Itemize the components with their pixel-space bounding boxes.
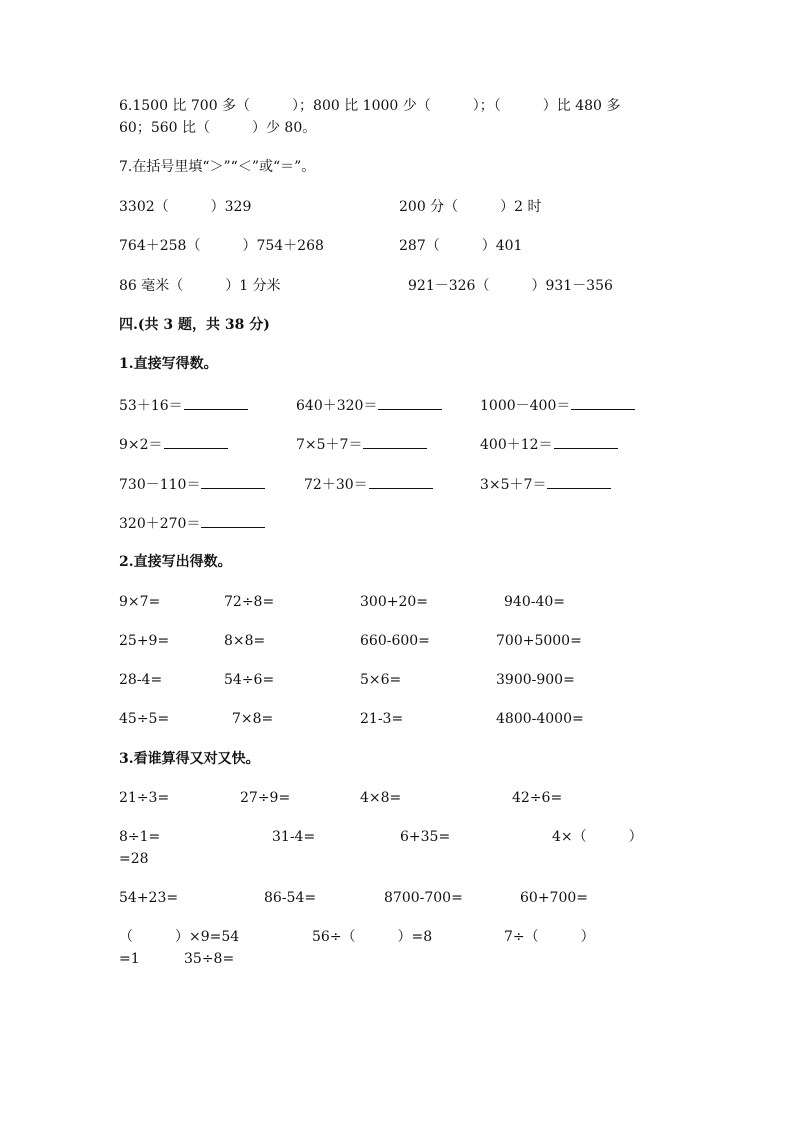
q2-item: 700+5000= [496, 633, 582, 649]
q7-title: 7.在括号里填“＞”“＜”或“＝”。 [119, 159, 316, 175]
q1-item: 320＋270＝ [119, 514, 265, 533]
q3-item: =28 [119, 851, 149, 867]
q7-item: 200 分（ ）2 时 [399, 199, 542, 215]
q2-item: 25+9= [119, 633, 170, 649]
q3-item: 21÷3= [119, 790, 170, 806]
q7-item: 764＋258（ ）754＋268 [119, 238, 324, 254]
q3-item: 86-54= [264, 890, 317, 906]
q3-item: 8÷1= [119, 829, 161, 845]
q3-item: 35÷8= [184, 951, 235, 967]
q3-item: 31-4= [272, 829, 316, 845]
q2-item: 8×8= [224, 633, 266, 649]
q7-item: 287（ ）401 [399, 238, 523, 254]
q2-item: 4800-4000= [496, 711, 584, 727]
q2-item: 9×7= [119, 594, 161, 610]
q1-item: 730－110＝ [119, 475, 265, 494]
q1-item: 1000－400＝ [480, 396, 635, 415]
q2-item: 300+20= [360, 594, 428, 610]
answer-blank[interactable] [184, 396, 248, 410]
q3-title: 3.看谁算得又对又快。 [119, 751, 260, 767]
section-heading: 四.(共 3 题，共 38 分) [119, 317, 270, 333]
answer-blank[interactable] [369, 475, 433, 489]
q3-item: 4×8= [360, 790, 402, 806]
q1-item: 400＋12＝ [480, 435, 618, 454]
q7-item: 86 毫米（ ）1 分米 [119, 278, 281, 294]
q2-item: 45÷5= [119, 711, 170, 727]
q3-item: 8700-700= [384, 890, 463, 906]
q3-item: （ ）×9=54 [119, 929, 240, 945]
q2-item: 940-40= [504, 594, 565, 610]
q7-item: 3302（ ）329 [119, 199, 252, 215]
answer-blank[interactable] [201, 514, 265, 528]
q3-item: 60+700= [520, 890, 588, 906]
q3-item: 7÷（ ） [504, 929, 595, 945]
q1-item: 640＋320＝ [296, 396, 442, 415]
q2-item: 5×6= [360, 672, 402, 688]
answer-blank[interactable] [554, 435, 618, 449]
q7-item: 921－326（ ）931－356 [408, 278, 613, 294]
q2-item: 7×8= [232, 711, 274, 727]
q6-line1: 6.1500 比 700 多（ ）；800 比 1000 少（ ）；（ ）比 480 多 [119, 98, 621, 114]
q1-item: 72＋30＝ [304, 475, 433, 494]
q3-item: 56÷（ ）=8 [312, 929, 433, 945]
q2-item: 660-600= [360, 633, 430, 649]
q2-item: 28-4= [119, 672, 163, 688]
q6-line2: 60；560 比（ ）少 80。 [119, 120, 317, 136]
q2-item: 21-3= [360, 711, 404, 727]
answer-blank[interactable] [201, 475, 265, 489]
q2-title: 2.直接写出得数。 [119, 554, 232, 570]
q1-item: 7×5＋7＝ [296, 435, 427, 454]
answer-blank[interactable] [547, 475, 611, 489]
q2-item: 72÷8= [224, 594, 275, 610]
q1-item: 53＋16＝ [119, 396, 248, 415]
q3-item: 27÷9= [240, 790, 291, 806]
q3-item: 42÷6= [512, 790, 563, 806]
q3-item: =1 [119, 951, 140, 967]
answer-blank[interactable] [571, 396, 635, 410]
q1-item: 9×2＝ [119, 435, 228, 454]
q1-title: 1.直接写得数。 [119, 356, 218, 372]
q3-item: 4×（ ） [552, 829, 643, 845]
q2-item: 3900-900= [496, 672, 575, 688]
q3-item: 54+23= [119, 890, 179, 906]
q1-item: 3×5＋7＝ [480, 475, 611, 494]
q2-item: 54÷6= [224, 672, 275, 688]
q3-item: 6+35= [400, 829, 451, 845]
answer-blank[interactable] [378, 396, 442, 410]
answer-blank[interactable] [164, 435, 228, 449]
answer-blank[interactable] [363, 435, 427, 449]
